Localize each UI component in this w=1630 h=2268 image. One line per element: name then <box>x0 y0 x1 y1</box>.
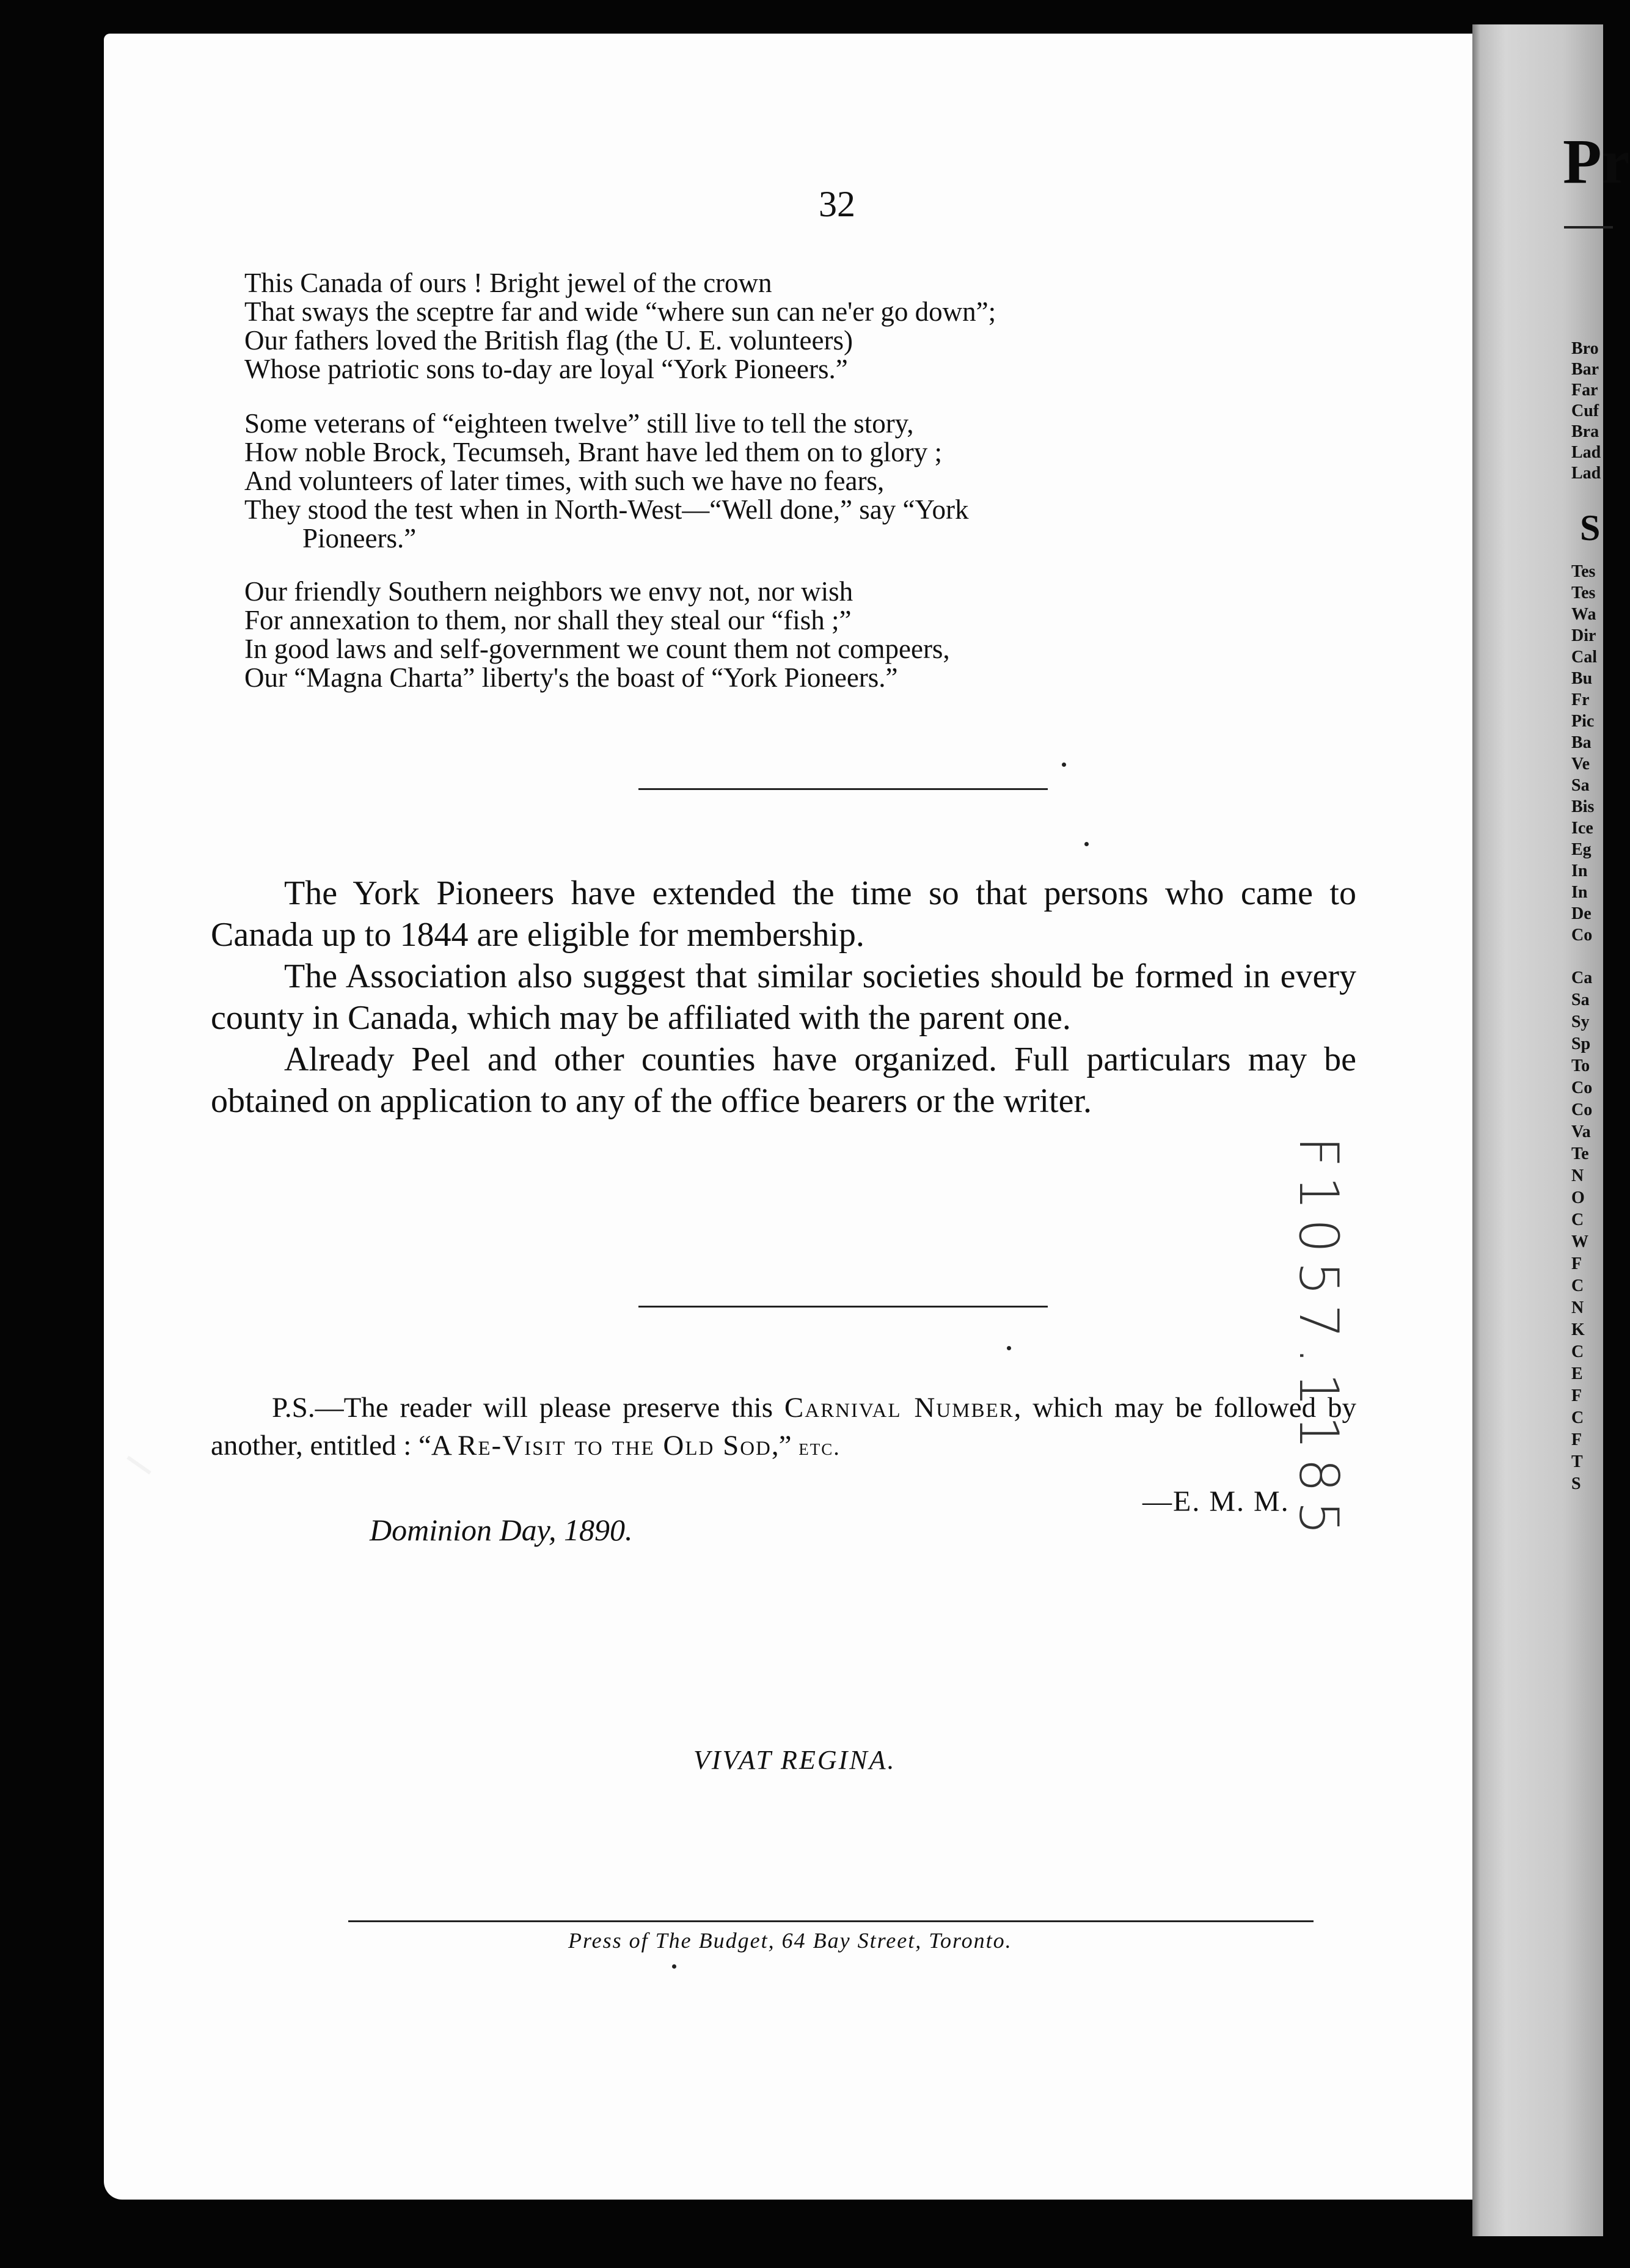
announcement-text <box>211 872 1356 1122</box>
verse-line: And volunteers of later times, with such we have no fears, <box>244 466 885 496</box>
verse-line: In good laws and self-government we count them not compeers, <box>244 634 950 664</box>
adjacent-page-line: E <box>1571 1364 1583 1383</box>
section-rule <box>638 788 1048 790</box>
author-signature: —E. M. M. <box>1142 1485 1290 1518</box>
postscript-text: , which may be followed by another, entitled : “A <box>211 1392 1356 1461</box>
announcement-paragraph: The York Pioneers have extended the time so that persons who came to Canada up to 1844 are eligible for membership. <box>211 874 1356 954</box>
verse-line: For annexation to them, nor shall they steal our “fish ;” <box>244 605 852 635</box>
adjacent-page-line: Fr <box>1571 690 1590 709</box>
adjacent-page-line: To <box>1571 1056 1590 1075</box>
page-number: 32 <box>819 184 855 224</box>
adjacent-page-line: De <box>1571 904 1592 923</box>
postscript-paragraph <box>211 1389 1356 1466</box>
adjacent-page-line: Sp <box>1571 1034 1591 1053</box>
adjacent-page-line: K <box>1571 1320 1585 1339</box>
adjacent-page <box>1472 24 1630 2236</box>
adjacent-page-line: Far <box>1571 381 1598 400</box>
adjacent-page-line: Dir <box>1571 626 1596 645</box>
dateline: Dominion Day, 1890. <box>370 1513 633 1547</box>
footer-rule <box>348 1920 1314 1922</box>
adjacent-page-line: N <box>1571 1298 1584 1317</box>
adjacent-page-line: S <box>1571 1474 1581 1493</box>
adjacent-page-line: Bra <box>1571 422 1599 441</box>
revisit-title: Re-Visit to the Old Sod <box>458 1430 772 1461</box>
verse-line: Pioneers.” <box>302 523 417 554</box>
postscript-text: ,” <box>771 1430 799 1461</box>
adjacent-page-line: C <box>1571 1408 1584 1427</box>
adjacent-page-line: Lad <box>1571 443 1601 462</box>
adjacent-page-line: In <box>1571 883 1588 902</box>
adjacent-page-line: C <box>1571 1276 1584 1295</box>
section-rule <box>638 1306 1048 1308</box>
adjacent-page-heading: S <box>1580 508 1601 548</box>
adjacent-page-line: N <box>1571 1166 1584 1185</box>
adjacent-page-line: Cal <box>1571 648 1597 667</box>
verse-line: They stood the test when in North-West—“Well done,” say “York <box>244 494 969 525</box>
adjacent-page-line: Co <box>1571 926 1593 945</box>
verse-line: How noble Brock, Tecumseh, Brant have led them on to glory ; <box>244 437 943 467</box>
adjacent-page-line: C <box>1571 1342 1584 1361</box>
announcement-paragraph: The Association also suggest that similar societies should be formed in every county in Canada, which may be affiliated with the parent one. <box>211 957 1356 1037</box>
adjacent-page-line: Sa <box>1571 776 1590 795</box>
verse-line: Whose patriotic sons to-day are loyal “York Pioneers.” <box>244 354 848 384</box>
verse-line: This Canada of ours ! Bright jewel of the crown <box>244 268 772 298</box>
adjacent-page-line: Bu <box>1571 669 1593 688</box>
verse-stanza-1 <box>244 269 996 384</box>
adjacent-page-line: W <box>1571 1232 1588 1251</box>
verse-stanza-2 <box>244 409 968 553</box>
verse-line: Some veterans of “eighteen twelve” still live to tell the story, <box>244 408 914 439</box>
adjacent-page-line: Va <box>1571 1122 1591 1141</box>
adjacent-page-line: Ba <box>1571 733 1592 752</box>
adjacent-page-line: Ice <box>1571 819 1593 838</box>
adjacent-page-line: Lad <box>1571 464 1601 483</box>
adjacent-page-line: Bar <box>1571 360 1599 379</box>
printer-imprint: Press of The Budget, 64 Bay Street, Toronto. <box>568 1928 1012 1953</box>
closing-motto: VIVAT REGINA. <box>693 1745 896 1775</box>
adjacent-page-line: Wa <box>1571 605 1596 624</box>
verse-line: That sways the sceptre far and wide “where sun can ne'er go down”; <box>244 296 996 327</box>
adjacent-page-line: Eg <box>1571 840 1592 859</box>
paper-speck <box>1062 763 1066 767</box>
adjacent-page-line: Co <box>1571 1078 1593 1097</box>
adjacent-page-line: Sy <box>1571 1012 1590 1031</box>
adjacent-page-rule <box>1564 226 1613 229</box>
paper-speck <box>672 1964 676 1969</box>
adjacent-page-line: F <box>1571 1254 1582 1273</box>
adjacent-page-line: Pic <box>1571 712 1595 731</box>
adjacent-page-line: T <box>1571 1452 1583 1471</box>
adjacent-page-line: Tes <box>1571 562 1596 581</box>
paper-speck <box>1084 842 1089 846</box>
adjacent-page-line: Cuf <box>1571 401 1599 420</box>
adjacent-page-line: C <box>1571 1210 1584 1229</box>
adjacent-page-line: In <box>1571 861 1588 880</box>
adjacent-page-line: Ca <box>1571 968 1593 987</box>
postscript-text: P.S.—The reader will please preserve this <box>272 1392 784 1424</box>
handwritten-call-number: F1057.1185 <box>1287 1136 1350 1544</box>
postscript <box>211 1389 1356 1466</box>
etc-text: etc. <box>799 1435 841 1460</box>
verse-line: Our fathers loved the British flag (the U. E. volunteers) <box>244 325 853 356</box>
verse-stanza-3 <box>244 577 950 692</box>
adjacent-page-line: Tes <box>1571 583 1596 602</box>
carnival-number-title: Carnival Number <box>784 1392 1014 1424</box>
verse-line: Our “Magna Charta” liberty's the boast of “York Pioneers.” <box>244 662 898 693</box>
adjacent-page-line: Co <box>1571 1100 1593 1119</box>
adjacent-page-line: Sa <box>1571 990 1590 1009</box>
adjacent-page-line: F <box>1571 1386 1582 1405</box>
adjacent-page-line: Bro <box>1571 339 1599 358</box>
adjacent-page-line: Ve <box>1571 755 1590 774</box>
adjacent-page-line: F <box>1571 1430 1582 1449</box>
announcement-paragraph: Already Peel and other counties have organized. Full particulars may be obtained on application to any of the office bearers or the writer. <box>211 1041 1356 1120</box>
adjacent-page-line: Bis <box>1571 797 1595 816</box>
adjacent-page-line: Te <box>1571 1144 1589 1163</box>
adjacent-page-title: Pr <box>1563 126 1630 197</box>
paper-speck <box>1007 1346 1011 1350</box>
verse-line: Our friendly Southern neighbors we envy not, nor wish <box>244 576 853 607</box>
adjacent-page-line: O <box>1571 1188 1585 1207</box>
